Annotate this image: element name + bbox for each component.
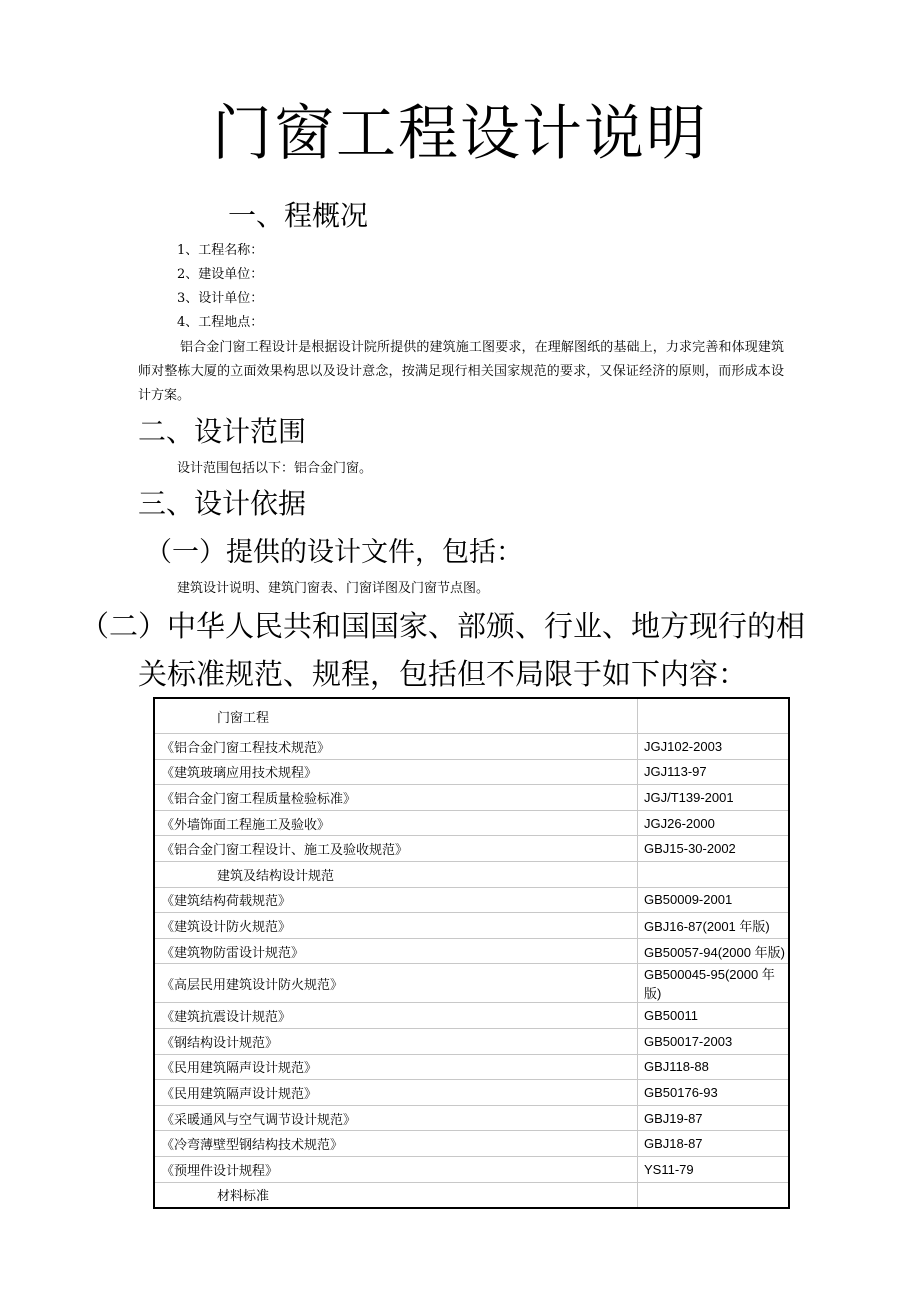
standard-name-cell: 《高层民用建筑设计防火规范》 <box>154 964 638 1003</box>
standard-code-cell: GB50017-2003 <box>638 1028 790 1054</box>
standard-code-cell: GB50057-94(2000 年版) <box>638 938 790 964</box>
client-item: 2、建设单位： <box>177 267 264 282</box>
group-title-cell: 材料标准 <box>154 1182 638 1208</box>
table-row <box>154 810 789 836</box>
standard-name-cell: 《铝合金门窗工程技术规范》 <box>154 734 638 760</box>
table-row <box>154 759 789 785</box>
standard-code-cell <box>638 698 790 734</box>
table-row <box>154 734 789 760</box>
table-row <box>154 887 789 913</box>
group-title-cell: 门窗工程 <box>154 698 638 734</box>
standard-name-cell: 《预埋件设计规程》 <box>154 1156 638 1182</box>
standard-code-cell: GB50011 <box>638 1003 790 1029</box>
standard-name-cell: 《铝合金门窗工程质量检验标准》 <box>154 785 638 811</box>
table-row <box>154 785 789 811</box>
table-row <box>154 1054 789 1080</box>
overview-paragraph: 铝合金门窗工程设计是根据设计院所提供的建筑施工图要求，在理解图纸的基础上，力求完善和体现建筑师对整栋大厦的立面效果构思以及设计意念，按满足现行相关国家规范的要求，又保证经济的原则，而形成本设计方案。 <box>138 340 784 403</box>
group-title-cell: 建筑及结构设计规范 <box>154 861 638 887</box>
table-row <box>154 836 789 862</box>
standard-name-cell: 《采暖通风与空气调节设计规范》 <box>154 1105 638 1131</box>
standard-name-cell: 《建筑玻璃应用技术规程》 <box>154 759 638 785</box>
table-row <box>154 1131 789 1157</box>
page-title: 门窗工程设计说明 <box>212 99 708 169</box>
subsection-2-heading-line-2: 关标准规范、规程，包括但不局限于如下内容： <box>138 657 748 691</box>
scope-text: 设计范围包括以下：铝合金门窗。 <box>177 461 373 476</box>
table-row <box>154 964 789 1003</box>
table-row <box>154 913 789 939</box>
standard-name-cell: 《建筑物防雷设计规范》 <box>154 938 638 964</box>
table-row <box>154 1156 789 1182</box>
standard-code-cell: GB50176-93 <box>638 1080 790 1106</box>
table-group-row <box>154 698 789 734</box>
standard-code-cell: GBJ15-30-2002 <box>638 836 790 862</box>
standard-code-cell <box>638 1182 790 1208</box>
subsection-2-heading-line-1: （二）中华人民共和国国家、部颁、行业、地方现行的相 <box>80 609 806 643</box>
table-row <box>154 938 789 964</box>
standard-code-cell: JGJ102-2003 <box>638 734 790 760</box>
standard-name-cell: 《民用建筑隔声设计规范》 <box>154 1054 638 1080</box>
location-item: 4、工程地点： <box>177 315 264 330</box>
standard-code-cell: JGJ26-2000 <box>638 810 790 836</box>
standard-code-cell: JGJ/T139-2001 <box>638 785 790 811</box>
table-row <box>154 1003 789 1029</box>
standard-name-cell: 《建筑抗震设计规范》 <box>154 1003 638 1029</box>
table-row <box>154 1105 789 1131</box>
standard-name-cell: 《冷弯薄壁型钢结构技术规范》 <box>154 1131 638 1157</box>
standard-name-cell: 《铝合金门窗工程设计、施工及验收规范》 <box>154 836 638 862</box>
section-2-heading: 二、设计范围 <box>138 415 307 448</box>
subsection-1-heading: （一）提供的设计文件，包括： <box>145 537 523 568</box>
standard-code-cell: YS11-79 <box>638 1156 790 1182</box>
standard-name-cell: 《建筑设计防火规范》 <box>154 913 638 939</box>
standard-name-cell: 《建筑结构荷载规范》 <box>154 887 638 913</box>
standard-name-cell: 《民用建筑隔声设计规范》 <box>154 1080 638 1106</box>
section-3-heading: 三、设计依据 <box>138 487 307 520</box>
design-documents-text: 建筑设计说明、建筑门窗表、门窗详图及门窗节点图。 <box>177 581 490 596</box>
standard-name-cell: 《外墙饰面工程施工及验收》 <box>154 810 638 836</box>
standard-code-cell: GBJ18-87 <box>638 1131 790 1157</box>
standard-code-cell: GB500045-95(2000 年版) <box>638 964 790 1003</box>
standard-code-cell: GBJ118-88 <box>638 1054 790 1080</box>
standard-code-cell: GBJ16-87(2001 年版) <box>638 913 790 939</box>
section-1-heading: 一、程概况 <box>228 199 369 232</box>
standard-code-cell: GBJ19-87 <box>638 1105 790 1131</box>
standard-name-cell: 《钢结构设计规范》 <box>154 1028 638 1054</box>
table-group-row <box>154 1182 789 1208</box>
standard-code-cell: GB50009-2001 <box>638 887 790 913</box>
standards-table <box>153 697 790 1209</box>
standard-code-cell <box>638 861 790 887</box>
table-row <box>154 1028 789 1054</box>
standard-code-cell: JGJ113-97 <box>638 759 790 785</box>
table-row <box>154 1080 789 1106</box>
project-name-item: 1、工程名称： <box>177 243 264 258</box>
table-group-row <box>154 861 789 887</box>
designer-item: 3、设计单位： <box>177 291 264 306</box>
